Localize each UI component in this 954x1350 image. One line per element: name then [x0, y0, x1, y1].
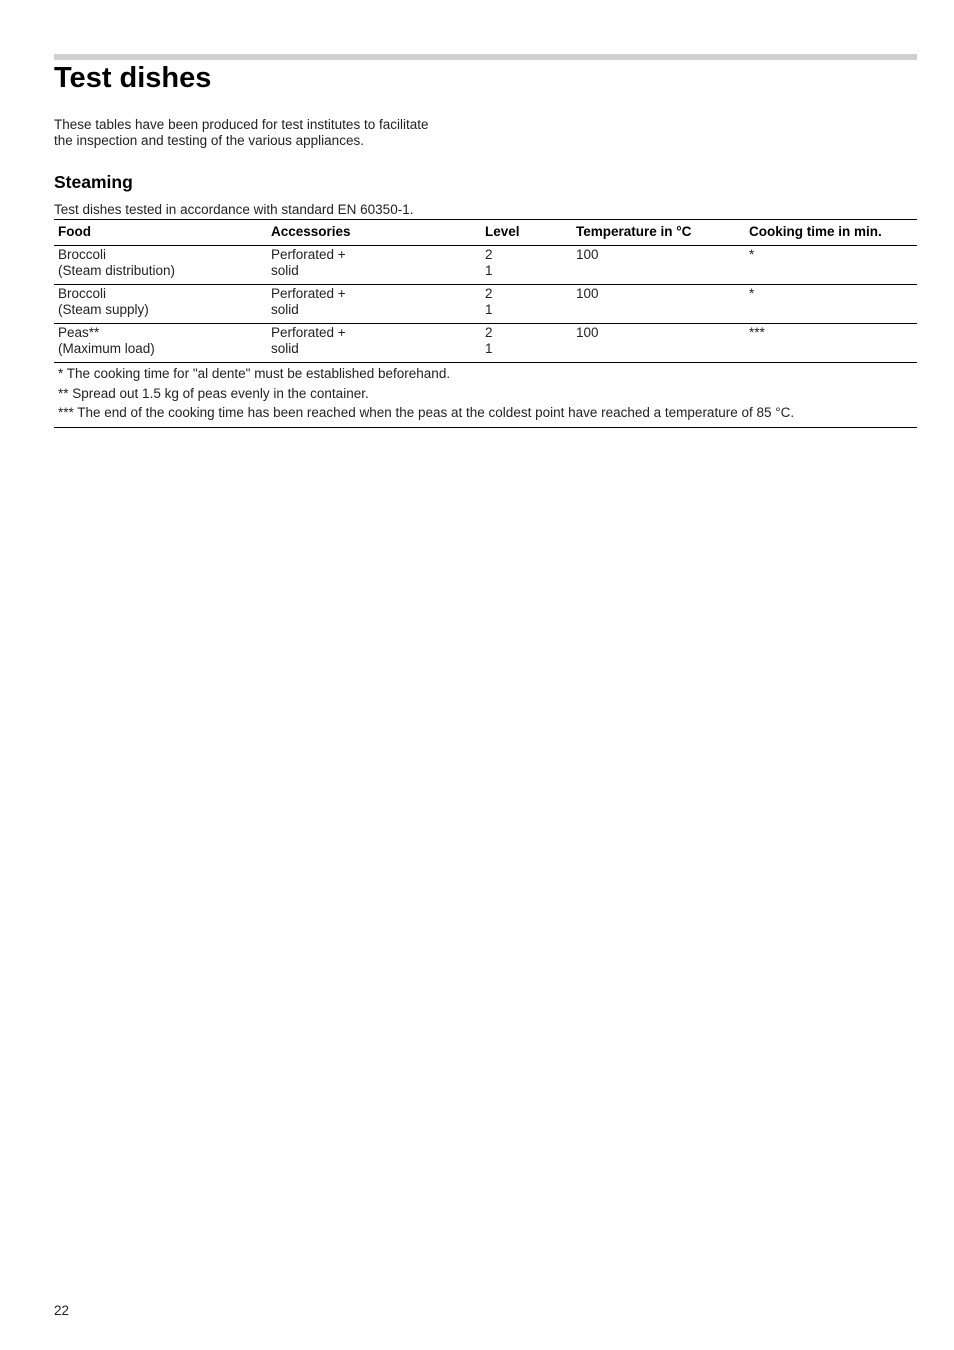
food-name: Broccoli — [58, 247, 107, 262]
table-footnotes — [54, 364, 917, 428]
level-value: 1 — [485, 263, 493, 278]
intro-line: the inspection and testing of the various appliances. — [54, 133, 364, 148]
cell-level — [481, 246, 572, 285]
level-value: 1 — [485, 341, 493, 356]
food-note: (Steam distribution) — [58, 263, 176, 278]
section-title-steaming: Steaming — [54, 172, 133, 192]
cell-temperature: 100 — [576, 286, 599, 301]
header-food: Food — [58, 224, 91, 239]
cell-level — [481, 285, 572, 324]
accessory-line: solid — [271, 302, 299, 317]
food-name: Broccoli — [58, 286, 107, 301]
cell-accessories — [267, 324, 481, 363]
accessory-line: Perforated + — [271, 286, 346, 301]
cell-food — [54, 246, 267, 285]
accessory-line: Perforated + — [271, 247, 346, 262]
table-row — [54, 246, 917, 285]
header-temperature: Temperature in °C — [576, 224, 692, 239]
table-row — [54, 324, 917, 363]
intro-line: These tables have been produced for test institutes to facilitate — [54, 117, 429, 132]
level-value: 2 — [485, 325, 493, 340]
footnote: * The cooking time for "al dente" must be established beforehand. — [58, 366, 451, 381]
header-cooking-time: Cooking time in min. — [749, 224, 882, 239]
table-caption: Test dishes tested in accordance with standard EN 60350-1. — [54, 202, 414, 217]
cell-accessories — [267, 285, 481, 324]
food-note: (Maximum load) — [58, 341, 155, 356]
cell-food — [54, 324, 267, 363]
accessory-line: Perforated + — [271, 325, 346, 340]
table-row — [54, 285, 917, 324]
cell-cooking-time: *** — [749, 325, 765, 340]
footnote: *** The end of the cooking time has been reached when the peas at the coldest point have reached a temperature of 85 °C. — [58, 405, 795, 420]
food-note: (Steam supply) — [58, 302, 149, 317]
cell-cooking-time: * — [749, 286, 755, 301]
header-accessories: Accessories — [271, 224, 351, 239]
page-title: Test dishes — [54, 62, 212, 94]
food-name: Peas** — [58, 325, 100, 340]
cell-temperature: 100 — [576, 325, 599, 340]
accessory-line: solid — [271, 263, 299, 278]
table-header-row — [54, 220, 917, 246]
cell-temperature: 100 — [576, 247, 599, 262]
test-dishes-table — [54, 219, 917, 363]
level-value: 1 — [485, 302, 493, 317]
cell-cooking-time: * — [749, 247, 755, 262]
footnote: ** Spread out 1.5 kg of peas evenly in the container. — [58, 385, 369, 401]
page-number: 22 — [54, 1303, 70, 1318]
level-value: 2 — [485, 247, 493, 262]
header-level: Level — [485, 224, 520, 239]
cell-food — [54, 285, 267, 324]
level-value: 2 — [485, 286, 493, 301]
intro-paragraph — [54, 117, 494, 149]
cell-level — [481, 324, 572, 363]
accessory-line: solid — [271, 341, 299, 356]
cell-accessories — [267, 246, 481, 285]
